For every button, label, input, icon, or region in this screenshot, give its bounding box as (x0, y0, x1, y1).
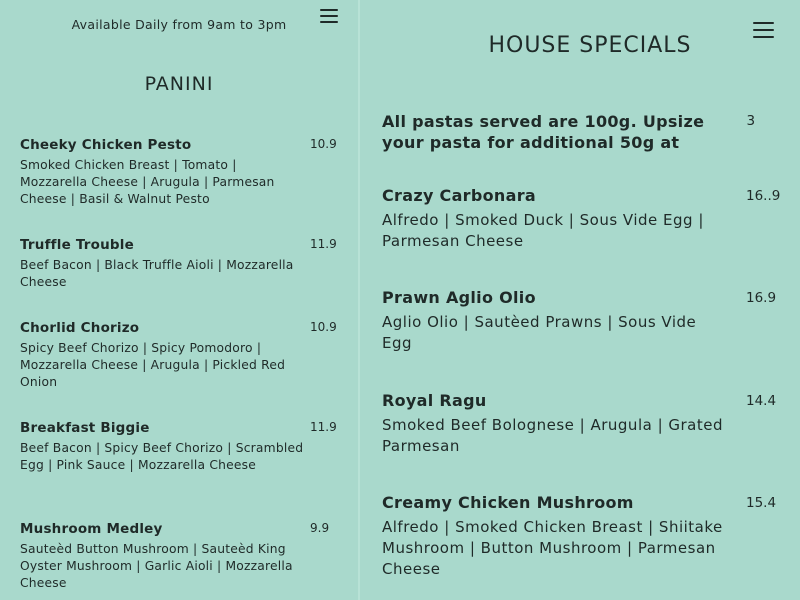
item-name: Truffle Trouble (20, 237, 134, 253)
notice-price: 3 (746, 113, 756, 129)
item-description: Smoked Chicken Breast | Tomato | Mozzarella Cheese | Arugula | Parmesan Cheese | Basil & Walnut Pesto (20, 158, 275, 206)
item-description: Sauteèd Button Mushroom | Sauteèd King Oyster Mushroom | Garlic Aioli | Mozzarella Cheese (20, 542, 293, 590)
item-name: Cheeky Chicken Pesto (20, 137, 192, 153)
menu-item (382, 288, 782, 354)
menu-item (20, 137, 340, 208)
item-price: 16..9 (746, 188, 781, 204)
item-name: Crazy Carbonara (382, 186, 536, 205)
item-name: Chorlid Chorizo (20, 320, 140, 336)
item-description: Spicy Beef Chorizo | Spicy Pomodoro | Mozzarella Cheese | Arugula | Pickled Red Onion (20, 341, 286, 389)
item-price: 11.9 (310, 237, 337, 251)
item-name: Prawn Aglio Olio (382, 288, 536, 307)
item-description: Alfredo | Smoked Duck | Sous Vide Egg | Parmesan Cheese (382, 211, 704, 250)
item-description: Alfredo | Smoked Chicken Breast | Shiitake Mushroom | Button Mushroom | Parmesan Cheese (382, 518, 723, 578)
menu-item (382, 391, 782, 457)
item-name: Creamy Chicken Mushroom (382, 493, 634, 512)
item-name: Royal Ragu (382, 391, 487, 410)
menu-item (382, 493, 782, 580)
item-price: 11.9 (310, 420, 337, 434)
item-description: Aglio Olio | Sautèed Prawns | Sous Vide Egg (382, 313, 697, 352)
menu-item (20, 237, 340, 291)
item-price: 9.9 (310, 521, 330, 535)
item-name: Breakfast Biggie (20, 420, 150, 436)
panini-panel (0, 0, 358, 600)
menu-item (20, 521, 340, 592)
hamburger-menu-icon[interactable] (320, 9, 338, 27)
item-price: 16.9 (746, 290, 777, 306)
section-title-house-specials: HOUSE SPECIALS (488, 33, 692, 58)
house-specials-panel (360, 0, 800, 600)
hamburger-menu-icon[interactable] (753, 22, 774, 43)
item-price: 10.9 (310, 320, 337, 334)
item-price: 15.4 (746, 495, 777, 511)
section-title-panini: PANINI (144, 73, 214, 95)
menu-item (20, 420, 340, 474)
item-description: Beef Bacon | Spicy Beef Chorizo | Scrambled Egg | Pink Sauce | Mozzarella Cheese (20, 441, 304, 472)
item-name: Mushroom Medley (20, 521, 163, 537)
item-price: 10.9 (310, 137, 337, 151)
item-description: Smoked Beef Bolognese | Arugula | Grated Parmesan (382, 416, 724, 455)
item-description: Beef Bacon | Black Truffle Aioli | Mozzarella Cheese (20, 258, 294, 289)
item-price: 14.4 (746, 393, 777, 409)
menu-item (20, 320, 340, 391)
availability-text: Available Daily from 9am to 3pm (71, 17, 287, 32)
upsize-notice (382, 111, 782, 153)
menu-item (382, 186, 782, 252)
notice-text: All pastas served are 100g. Upsize your pasta for additional 50g at (382, 112, 705, 152)
